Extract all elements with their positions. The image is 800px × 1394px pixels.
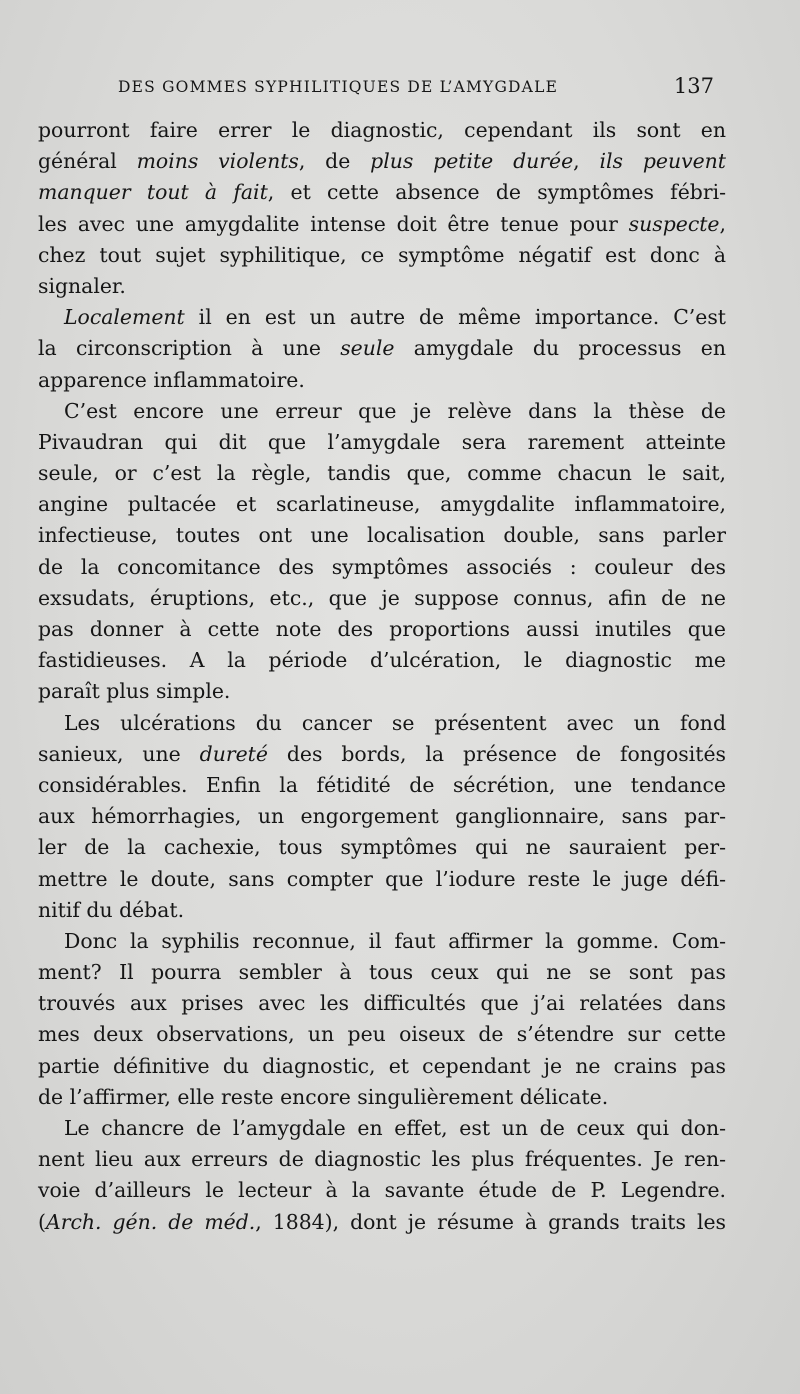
text-segment: de la concomitance des symptômes associés : couleur des: [38, 554, 726, 579]
text-segment: exsudats, éruptions, etc., que je suppose connus, afin de ne: [38, 585, 726, 610]
italic-text: dureté: [199, 741, 268, 766]
text-segment: sanieux, une: [38, 741, 200, 766]
text-line: [38, 1144, 726, 1175]
text-segment: infectieuse, toutes ont une localisation double, sans parler: [38, 523, 726, 548]
text-segment: Pivaudran qui dit que l’amygdale sera rarement atteinte: [38, 429, 726, 454]
text-segment: nitif du débat.: [38, 897, 185, 922]
text-segment: , 1884), dont je résume à grands traits les: [255, 1209, 726, 1234]
text-line: [38, 957, 726, 988]
italic-text: ils peuvent: [599, 149, 726, 174]
text-line: [38, 1175, 726, 1206]
text-segment: , de: [298, 149, 371, 174]
text-line: [38, 365, 726, 396]
text-line: [38, 209, 726, 240]
text-line: [38, 146, 726, 177]
text-segment: apparence inflammatoire.: [38, 367, 305, 392]
text-line: [38, 552, 726, 583]
text-line: [38, 895, 726, 926]
text-line: [38, 1019, 726, 1050]
text-line: [38, 676, 726, 707]
text-segment: général: [38, 149, 137, 174]
text-segment: partie définitive du diagnostic, et cependant je ne crains pas: [38, 1053, 726, 1078]
text-segment: ,: [573, 149, 600, 174]
text-line: [38, 770, 726, 801]
page-header: [118, 74, 714, 104]
text-line: [38, 864, 726, 895]
text-segment: amygdale du processus en: [394, 336, 726, 361]
text-segment: la circonscription à une: [38, 336, 341, 361]
text-segment: pas donner à cette note des proportions aussi inutiles que: [38, 617, 726, 641]
text-line: [38, 832, 726, 863]
italic-text: plus petite durée: [370, 149, 574, 174]
text-line: [38, 1051, 726, 1082]
text-segment: mes deux observations, un peu oiseux de s’étendre sur cette: [38, 1022, 726, 1047]
text-segment: C’est encore une erreur que je relève dans la thèse de: [64, 398, 726, 423]
text-segment: trouvés aux prises avec les difficultés que j’ai relatées dans: [38, 991, 726, 1016]
text-line: [38, 177, 726, 208]
italic-text: seule: [340, 336, 395, 361]
text-segment: (: [38, 1209, 46, 1234]
text-line: [38, 271, 726, 302]
text-segment: ment? Il pourra sembler à tous ceux qui ne se sont pas: [38, 960, 726, 985]
italic-text: Arch. gén. de méd.: [45, 1209, 256, 1234]
text-segment: Donc la syphilis reconnue, il faut affirmer la gomme. Com-: [64, 928, 726, 953]
italic-text: moins violents: [136, 149, 299, 174]
text-line: [38, 583, 726, 614]
text-segment: Le chancre de l’amygdale en effet, est un de ceux qui don-: [64, 1116, 726, 1140]
text-segment: aux hémorrhagies, un engorgement ganglionnaire, sans par-: [38, 804, 726, 829]
text-segment: nent lieu aux erreurs de diagnostic les plus fréquentes. Je ren-: [38, 1147, 726, 1172]
text-line: [38, 926, 726, 957]
text-segment: seule, or c’est la règle, tandis que, comme chacun le sait,: [38, 461, 726, 486]
text-segment: paraît plus simple.: [38, 679, 231, 704]
text-line: [38, 396, 726, 427]
text-line: [38, 458, 726, 489]
text-line: [38, 708, 726, 739]
text-segment: pourront faire errer le diagnostic, cependant ils sont en: [38, 118, 726, 142]
text-line: [38, 1207, 726, 1238]
text-segment: fastidieuses. A la période d’ulcération, le diagnostic me: [38, 648, 726, 673]
text-segment: angine pultacée et scarlatineuse, amygdalite inflammatoire,: [38, 492, 726, 517]
text-segment: mettre le doute, sans compter que l’iodure reste le juge défi-: [38, 866, 726, 891]
text-line: [38, 489, 726, 520]
text-line: [38, 520, 726, 551]
text-line: [38, 427, 726, 458]
text-line: [38, 1113, 726, 1144]
text-line: [38, 302, 726, 333]
text-segment: considérables. Enfin la fétidité de sécrétion, une tendance: [38, 772, 726, 797]
text-line: [38, 240, 726, 271]
text-line: [38, 739, 726, 770]
text-segment: de l’affirmer, elle reste encore singulièrement délicate.: [38, 1084, 609, 1109]
body-text: [38, 115, 726, 1238]
text-line: [38, 645, 726, 676]
text-segment: les avec une amygdalite intense doit être tenue pour: [38, 211, 629, 236]
text-segment: Les ulcérations du cancer se présentent avec un fond: [64, 710, 726, 735]
italic-text: manquer tout à fait: [38, 180, 268, 205]
running-title: DES GOMMES SYPHILITIQUES DE L’AMYGDALE: [118, 78, 559, 96]
text-line: [38, 1082, 726, 1113]
text-line: [38, 333, 726, 364]
text-segment: chez tout sujet syphilitique, ce symptôme négatif est donc à: [38, 242, 726, 267]
text-line: [38, 801, 726, 832]
page-number: 137: [673, 74, 714, 98]
text-segment: ,: [719, 211, 726, 236]
text-segment: des bords, la présence de fongosités: [267, 741, 726, 766]
text-segment: , et cette absence de symptômes fébri-: [267, 180, 726, 205]
text-segment: signaler.: [38, 273, 126, 298]
text-segment: voie d’ailleurs le lecteur à la savante étude de P. Legendre.: [38, 1178, 726, 1203]
italic-text: suspecte: [628, 211, 720, 236]
text-line: [38, 115, 726, 146]
text-line: [38, 614, 726, 645]
text-segment: ler de la cachexie, tous symptômes qui ne sauraient per-: [38, 835, 726, 860]
text-segment: il en est un autre de même importance. C’est: [184, 305, 726, 330]
text-line: [38, 988, 726, 1019]
italic-text: Localement: [64, 305, 185, 330]
